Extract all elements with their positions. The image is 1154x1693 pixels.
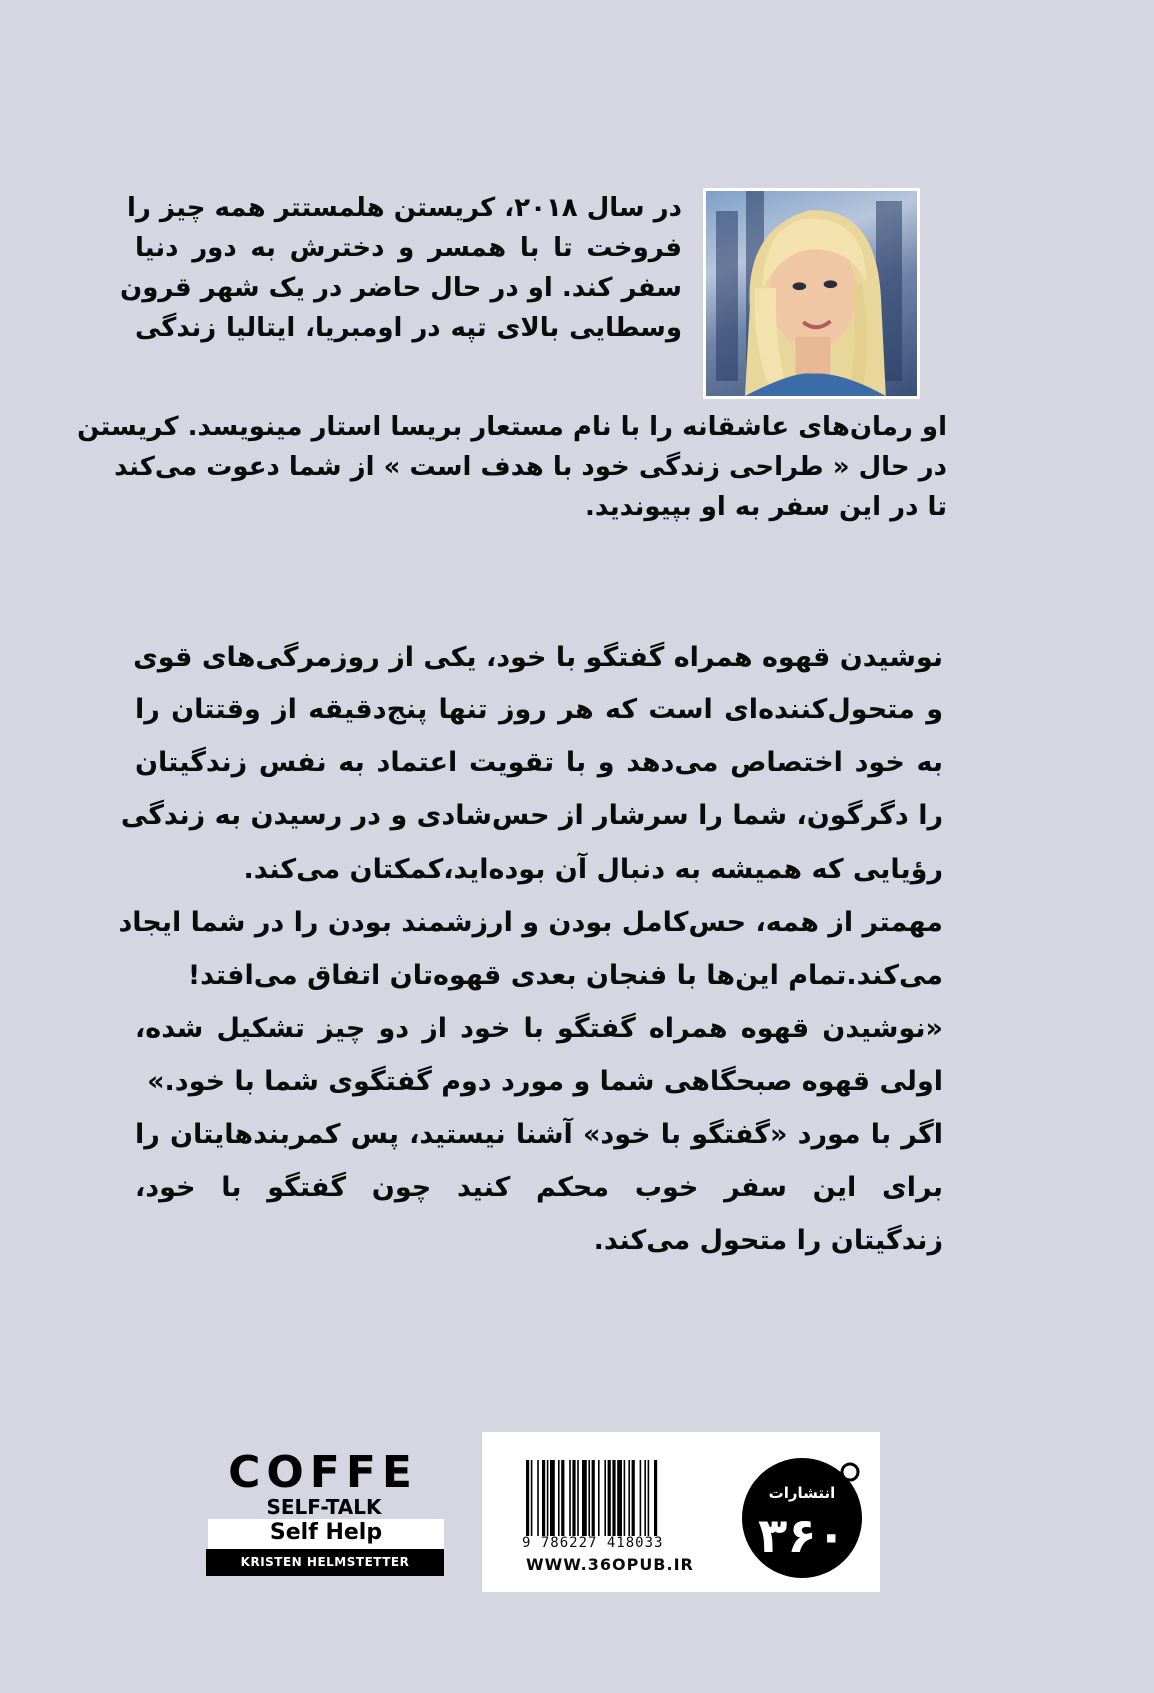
- bio-line: او رمان‌های عاشقانه را با نام مستعار بریسا استار مینویسد. کریستن: [77, 412, 947, 442]
- publisher-label: انتشارات: [768, 1484, 836, 1502]
- barcode-icon: [526, 1460, 722, 1536]
- barcode-bar: [592, 1460, 595, 1536]
- description-line: رؤیایی که همیشه به دنبال آن بوده‌اید،کمکتان می‌کند.: [243, 854, 943, 885]
- book-subtitle: SELF-TALK: [266, 1495, 382, 1519]
- barcode-bar: [537, 1460, 539, 1536]
- publisher-logo-icon: [738, 1454, 866, 1582]
- barcode-bar: [612, 1460, 615, 1536]
- description-line: مهمتر از همه، حس‌کامل بودن و ارزشمند بودن را در شما ایجاد: [118, 907, 943, 938]
- barcode-bar: [572, 1460, 575, 1536]
- author-name: KRISTEN HELMSTETTER: [240, 1555, 410, 1569]
- barcode-bar: [608, 1460, 611, 1536]
- publisher-number: ۳۶۰: [758, 1508, 846, 1564]
- barcode-bar: [569, 1460, 571, 1536]
- barcode-bar: [577, 1460, 579, 1536]
- barcode-bar: [648, 1460, 650, 1536]
- barcode-bar: [617, 1460, 622, 1536]
- isbn-number: 9 786227 418033: [522, 1535, 664, 1551]
- barcode-bar: [550, 1460, 555, 1536]
- description-line: اولی قهوه صبحگاهی شما و مورد دوم گفتگوی شما با خود.»: [147, 1066, 943, 1097]
- author-name-bar: [206, 1549, 444, 1576]
- portrait-illustration: [706, 191, 917, 396]
- bio-line: فروخت تا با همسر و دخترش به دور دنیا: [135, 233, 682, 263]
- barcode-bar: [561, 1460, 564, 1536]
- barcode-bar: [588, 1460, 590, 1536]
- barcode-bar: [582, 1460, 587, 1536]
- book-title-block: [200, 1448, 450, 1583]
- series-label: Self Help: [269, 1520, 383, 1545]
- barcode-bar: [526, 1460, 529, 1536]
- description-line: و متحول‌کننده‌ای است که هر روز تنها پنج‌دقیقه از وقتتان را: [135, 694, 943, 725]
- bio-line: وسطایی بالای تپه در اومبریا، ایتالیا زندگی: [135, 313, 682, 343]
- barcode-bar: [644, 1460, 646, 1536]
- barcode-bar: [632, 1460, 635, 1536]
- author-photo: [703, 188, 920, 399]
- barcode-bar: [598, 1460, 600, 1536]
- barcode-bar: [654, 1460, 657, 1536]
- publisher-website: WWW.36OPUB.IR: [526, 1555, 694, 1574]
- description-line: اگر با مورد «گفتگو با خود» آشنا نیستید، پس کمربندهایتان را: [135, 1119, 943, 1150]
- barcode-bar: [640, 1460, 642, 1536]
- description-line: می‌کند.تمام این‌ها با فنجان بعدی قهوه‌تان اتفاق می‌افتد!: [187, 960, 943, 991]
- description-line: زندگیتان را متحول می‌کند.: [593, 1225, 943, 1256]
- bio-line: در سال ۲۰۱۸، کریستن هلمستتر همه چیز را: [126, 193, 682, 223]
- description-line: نوشیدن قهوه همراه گفتگو با خود، یکی از روزمرگی‌های قوی: [133, 642, 943, 673]
- book-title: COFFE: [228, 1447, 418, 1498]
- barcode-bar: [547, 1460, 549, 1536]
- series-label-box: [208, 1519, 444, 1549]
- barcode-bar: [628, 1460, 630, 1536]
- bio-line: در حال « طراحی زندگی خود با هدف است » از شما دعوت می‌کند: [114, 452, 947, 482]
- description-line: برای این سفر خوب محکم کنید چون گفتگو با خود،: [135, 1172, 943, 1203]
- barcode-bar: [604, 1460, 606, 1536]
- barcode-bar: [624, 1460, 626, 1536]
- barcode-bar: [531, 1460, 533, 1536]
- bio-line: سفر کند. او در حال حاضر در یک شهر قرون: [120, 273, 682, 303]
- description-line: را دگرگون، شما را سرشار از حس‌شادی و در رسیدن به زندگی: [120, 800, 943, 831]
- barcode-bar: [542, 1460, 545, 1536]
- bio-line: تا در این سفر به او بپیوندید.: [584, 492, 947, 522]
- barcode-box: [482, 1432, 880, 1592]
- description-line: به خود اختصاص می‌دهد و با تقویت اعتماد به نفس زندگیتان: [135, 747, 943, 778]
- barcode-bar: [558, 1460, 560, 1536]
- description-line: «نوشیدن قهوه همراه گفتگو با خود از دو چیز تشکیل شده،: [135, 1013, 943, 1044]
